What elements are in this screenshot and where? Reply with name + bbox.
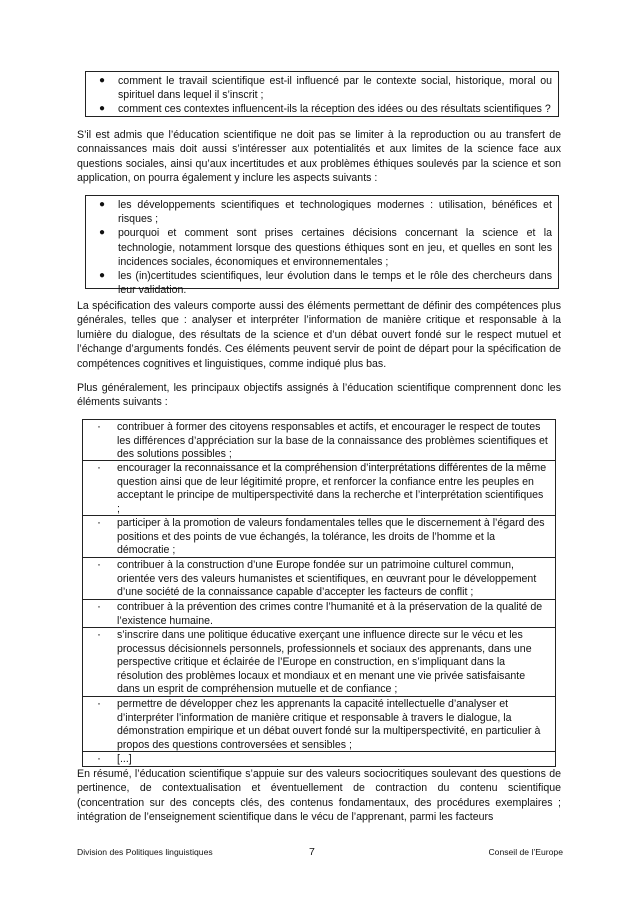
bullet-icon: ●	[99, 75, 106, 86]
table-row: · contribuer à la construction d’une Europe fondée sur un patrimoine culturel commun, orientée vers des valeurs humanistes et scientifiques, en œuvrant pour le développement d’une société de la connaissance capable d’accepter les facteurs de conflit ;	[83, 557, 555, 599]
table-row: · permettre de développer chez les apprenants la capacité intellectuelle d’analyser et d’interpréter l’information de manière critique et responsable à travers le dialogue, la démonstration empirique et un débat ouvert fondé sur la multiperspectivité, en particulier à propos des questions controversées et sensibles ;	[83, 696, 555, 751]
bullet-icon: ·	[97, 599, 101, 613]
paragraph: S’il est admis que l’éducation scientifique ne doit pas se limiter à la reproduction ou au transfert de connaissances mais doit aussi s’intéresser aux potentialités et aux limites de la science face aux questions sociales, ainsi qu’aux incertitudes et aux problèmes éthiques soulevés par la science et son application, on pourra également y inclure les aspects suivants :	[77, 129, 561, 185]
paragraph: La spécification des valeurs comporte aussi des éléments permettant de définir des compétences plus générales, telles que : analyser et interpréter l’information de manière critique et responsable à la lumière du dialogue, des résultats de la science et d’un débat ouvert fondé sur le respect mutuel et l’échange d’arguments fondés. Ces éléments peuvent servir de point de départ pour la spécification de compétences cognitives et linguistiques, comme indiqué plus bas.	[77, 300, 561, 370]
table-row: · participer à la promotion de valeurs fondamentales telles que le discernement à l’égard des positions et des points de vue échangés, la tolérance, les droits de l’homme et la démocratie ;	[83, 515, 555, 557]
objectives-table	[82, 419, 556, 767]
table-row: · s’inscrire dans une politique éducative exerçant une influence directe sur le vécu et les processus décisionnels personnels, professionnels et sociaux des apprenants, dans une perspective critique et éclairée de l’Europe en construction, en s’impliquant dans la résolution des problèmes locaux et mondiaux et en menant une vie privée satisfaisante dans un esprit de compréhension mutuelle et de confiance ;	[83, 627, 555, 696]
bullet-box-aspects	[85, 195, 559, 297]
page-number: 7	[309, 846, 315, 858]
list-item: ● pourquoi et comment sont prises certaines décisions concernant la science et la technologie, notamment lorsque des questions éthiques sont en jeu, et quelles en sont les incidences sociales, économiques et environnementales ;	[99, 227, 552, 268]
paragraph: Plus généralement, les principaux objectifs assignés à l’éducation scientifique comprennent donc les éléments suivants :	[77, 382, 561, 409]
page-footer	[77, 845, 563, 859]
bullet-icon: ●	[99, 199, 106, 210]
table-row: · contribuer à la prévention des crimes contre l’humanité et à la préservation de la qualité de l’existence humaine.	[83, 599, 555, 627]
table-row: · [...]	[83, 751, 555, 766]
bullet-icon: ●	[99, 103, 106, 115]
bullet-icon: ·	[97, 460, 101, 474]
footer-organization: Conseil de l’Europe	[488, 847, 563, 857]
bullet-icon: ·	[97, 696, 101, 710]
bullet-icon: ●	[99, 270, 106, 282]
bullet-icon: ·	[97, 751, 101, 765]
table-row: · contribuer à former des citoyens responsables et actifs, et encourager le respect de toutes les différences d’appréciation sur la base de la connaissance des problèmes scientifiques et des solutions possibles ;	[97, 419, 548, 461]
bullet-icon: ·	[97, 515, 101, 529]
list-item: ● les développements scientifiques et technologiques modernes : utilisation, bénéfices et risques ;	[99, 199, 552, 226]
bullet-icon: ●	[99, 227, 106, 239]
bullet-icon: ·	[97, 627, 101, 641]
bullet-box-context	[85, 71, 559, 117]
footer-division: Division des Politiques linguistiques	[77, 847, 213, 857]
list-item: ● les (in)certitudes scientifiques, leur évolution dans le temps et le rôle des chercheurs dans leur validation.	[99, 270, 552, 297]
table-row: · encourager la reconnaissance et la compréhension d’interprétations différentes de la même question ainsi que de leur légitimité propre, et renforcer la confiance entre les peuples en acceptant le principe de multiperspectivité dans la recherche et l’interprétation scientifiques ;	[83, 460, 555, 515]
paragraph: En résumé, l’éducation scientifique s’appuie sur des valeurs sociocritiques soulevant des questions de pertinence, de contextualisation et éventuellement de contraction du contenu scientifique (concentration sur des concepts clés, des contenus fondamentaux, des procédures exemplaires ; intégration de l’enseignement scientifique dans le vécu de l’apprenant, parmi les facteurs	[77, 768, 561, 824]
bullet-icon: ·	[97, 419, 101, 433]
bullet-icon: ·	[97, 557, 101, 571]
list-item: ● comment ces contextes influencent-ils la réception des idées ou des résultats scientifiques ?	[99, 103, 551, 116]
list-item: ● comment le travail scientifique est-il influencé par le contexte social, historique, moral ou spirituel dans lequel il s’inscrit ;	[99, 75, 552, 102]
